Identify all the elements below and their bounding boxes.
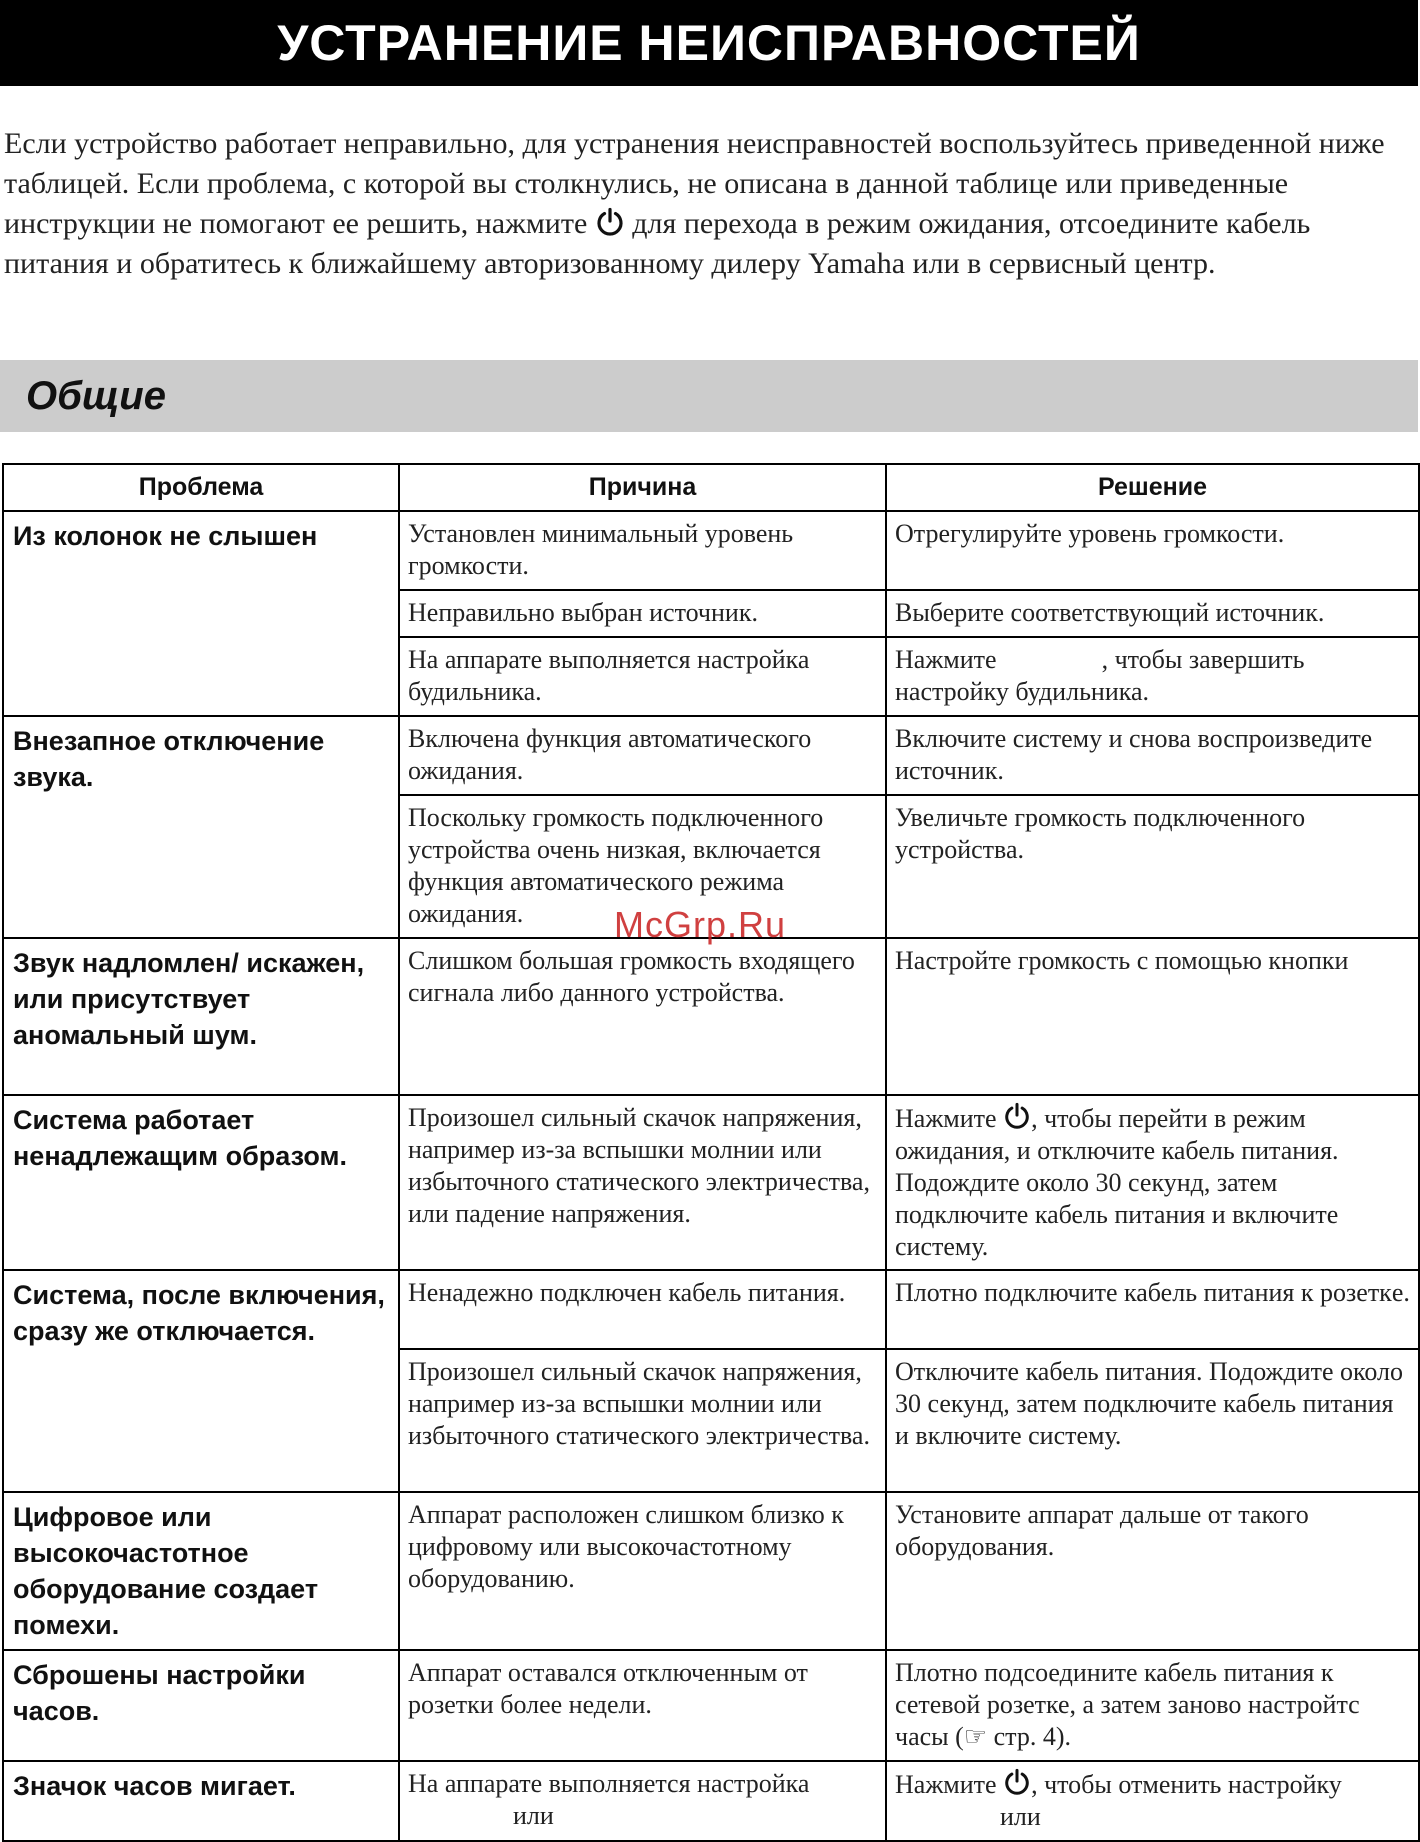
table-header-row xyxy=(3,464,1419,511)
solution-text: или xyxy=(1000,1802,1041,1831)
cause-cell: Произошел сильный скачок напряжения, например из-за вспышки молнии или избыточного статического электричества, или падение напряжения. xyxy=(399,1095,886,1270)
solution-cell: Установите аппарат дальше от такого оборудования. xyxy=(886,1492,1419,1650)
intro-text-start: Если устройство работает неправильно, для устранения неисправностей воспользуйтесь приведенной ниже таблицей. Если проблема, с которой вы столкнулись, не описана в данной таблице или приведенные инструкции не помогают ее решить, нажмите xyxy=(4,127,1385,240)
solution-text: , чтобы отменить настройку xyxy=(1031,1770,1342,1799)
cause-cell: Ненадежно подключен кабель питания. xyxy=(399,1270,886,1349)
solution-text: Плотно подсоедините кабель питания к сетевой розетке, а затем заново настройтс часы ( xyxy=(895,1658,1360,1751)
solution-text: стр. 4). xyxy=(987,1722,1071,1751)
cause-cell: Неправильно выбран источник. xyxy=(399,590,886,637)
cause-cell: На аппарате выполняется настройка будильника. xyxy=(399,637,886,716)
table-row xyxy=(3,938,1419,1095)
section-heading xyxy=(0,360,1418,432)
problem-cell: Звук надломлен/ искажен, или присутствует аномальный шум. xyxy=(3,938,399,1095)
solution-cell xyxy=(886,1650,1419,1761)
header-problem: Проблема xyxy=(3,464,399,511)
solution-text: Нажмите xyxy=(895,1104,997,1133)
table-row xyxy=(3,1761,1419,1841)
power-icon xyxy=(1003,1102,1031,1130)
header-cause: Причина xyxy=(399,464,886,511)
solution-cell: Плотно подключите кабель питания к розеткe. xyxy=(886,1270,1419,1349)
cause-cell: Произошел сильный скачок напряжения, например из-за вспышки молнии или избыточного статического электричества. xyxy=(399,1349,886,1492)
intro-text-end: для перехода в режим ожидания, отсоедините кабель питания и обратитесь к ближайшему авторизованному дилеру Yamaha или в сервисный центр. xyxy=(4,207,1311,280)
solution-cell: Настройте громкость с помощью кнопки xyxy=(886,938,1419,1095)
power-icon xyxy=(595,207,625,237)
table-row xyxy=(3,1270,1419,1349)
cause-text: или xyxy=(513,1801,554,1830)
solution-cell: Выберите соответствующий источник. xyxy=(886,590,1419,637)
troubleshooting-table xyxy=(2,463,1420,1842)
solution-text: , чтобы завершить настройку будильника. xyxy=(895,645,1305,706)
cause-text: На аппарате выполняется настройка xyxy=(408,1769,810,1798)
problem-cell: Система, после включения, сразу же отключается. xyxy=(3,1270,399,1492)
problem-cell: Из колонок не слышен xyxy=(3,511,399,716)
solution-cell xyxy=(886,1095,1419,1270)
solution-cell xyxy=(886,1761,1419,1841)
solution-cell: Отрегулируйте уровень громкости. xyxy=(886,511,1419,590)
cause-cell: Аппарат расположен слишком близко к цифровому или высокочастотному оборудованию. xyxy=(399,1492,886,1650)
header-solution: Решение xyxy=(886,464,1419,511)
problem-cell: Внезапное отключение звука. xyxy=(3,716,399,938)
page-title xyxy=(0,0,1418,86)
problem-cell: Цифровое или высокочастотное оборудование создает помехи. xyxy=(3,1492,399,1650)
problem-cell: Значок часов мигает. xyxy=(3,1761,399,1841)
table-row xyxy=(3,1095,1419,1270)
table-row xyxy=(3,1492,1419,1650)
cause-cell: Установлен минимальный уровень громкости. xyxy=(399,511,886,590)
solution-cell: Включите систему и снова воспроизведите источник. xyxy=(886,716,1419,795)
solution-cell xyxy=(886,637,1419,716)
page-title-text: УСТРАНЕНИЕ НЕИСПРАВНОСТЕЙ xyxy=(277,15,1141,71)
solution-text: Нажмите xyxy=(895,1770,997,1799)
section-title: Общие xyxy=(26,373,166,418)
watermark: McGrp.Ru xyxy=(614,904,787,945)
cause-cell: Аппарат оставался отключенным от розетки более недели. xyxy=(399,1650,886,1761)
solution-cell: Отключите кабель питания. Подождите около 30 секунд, затем подключите кабель питания и включите систему. xyxy=(886,1349,1419,1492)
solution-text: Нажмите xyxy=(895,645,997,674)
solution-text: , чтобы перейти в режим ожидания, и отключите кабель питания. Подождите около 30 секунд, затем подключите кабель питания и включите систему. xyxy=(895,1104,1339,1261)
cause-cell: Поскольку громкость подключенного устройства очень низкая, включается функция автоматического режима ожидания. xyxy=(399,795,886,938)
table-row xyxy=(3,716,1419,795)
problem-cell: Сброшены настройки часов. xyxy=(3,1650,399,1761)
table-row xyxy=(3,511,1419,590)
problem-cell: Система работает ненадлежащим образом. xyxy=(3,1095,399,1270)
reference-icon: ☞ xyxy=(963,1722,988,1751)
solution-cell: Увеличьте громкость подключенного устройства. xyxy=(886,795,1419,938)
cause-cell: Включена функция автоматического ожидания. xyxy=(399,716,886,795)
power-icon xyxy=(1003,1768,1031,1796)
cause-cell: Слишком большая громкость входящего сигнала либо данного устройства. xyxy=(399,938,886,1095)
table-row xyxy=(3,1650,1419,1761)
cause-cell xyxy=(399,1761,886,1841)
intro-paragraph xyxy=(4,124,1416,284)
